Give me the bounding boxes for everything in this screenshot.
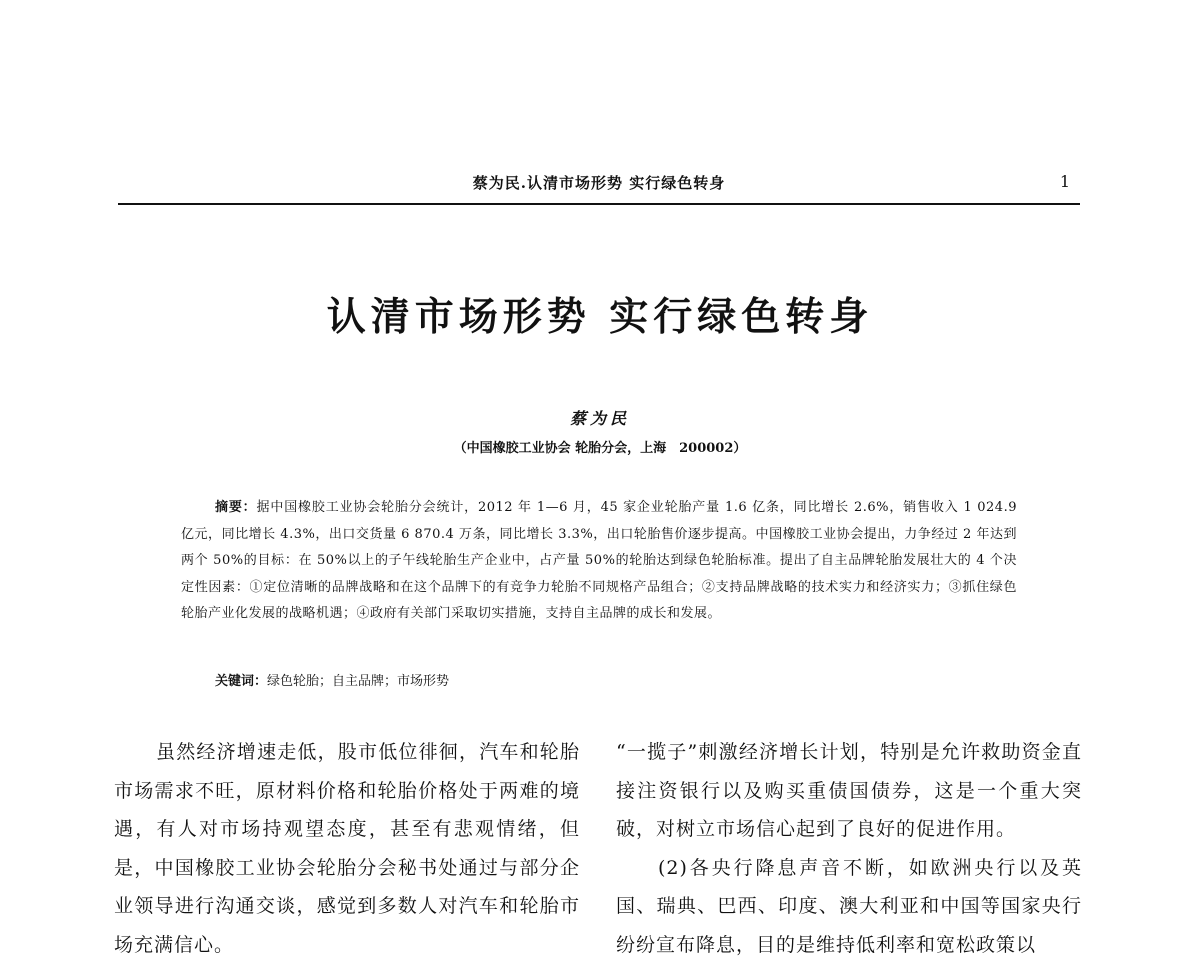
body-left-column [114, 733, 580, 964]
keywords-label: 关键词： [215, 674, 267, 689]
running-header [118, 172, 1080, 198]
abstract-label: 摘要： [215, 500, 257, 515]
keywords-text: 绿色轮胎；自主品牌；市场形势 [267, 674, 449, 689]
running-title: 蔡为民.认清市场形势 实行绿色转身 [118, 172, 1080, 193]
body-paragraph: (2)各央行降息声音不断，如欧洲央行以及英国、瑞典、巴西、印度、澳大利亚和中国等国家央行纷纷宣布降息，目的是维持低利率和宽松政策以 [616, 849, 1082, 964]
author-name: 蔡为民 [0, 406, 1200, 429]
body-paragraph: “一揽子”刺激经济增长计划，特别是允许救助资金直接注资银行以及购买重债国债券，这是一个重大突破，对树立市场信心起到了良好的促进作用。 [616, 733, 1082, 849]
body-paragraph: 虽然经济增速走低，股市低位徘徊，汽车和轮胎市场需求不旺，原材料价格和轮胎价格处于两难的境遇，有人对市场持观望态度，甚至有悲观情绪，但是，中国橡胶工业协会轮胎分会秘书处通过与部分企业领导进行沟通交谈，感觉到多数人对汽车和轮胎市场充满信心。 [114, 733, 580, 964]
abstract-text: 据中国橡胶工业协会轮胎分会统计，2012 年 1—6 月，45 家企业轮胎产量 1.6 亿条，同比增长 2.6%，销售收入 1 024.9 亿元，同比增长 4.3%，出口交货量 6 870.4 万条，同比增长 3.3%，出口轮胎售价逐步提高。中国橡胶工业协会提出，力争经过 2 年达到两个 50%的目标：在 50%以上的子午线轮胎生产企业中，占产量 50%的轮胎达到绿色轮胎标准。提出了自主品牌轮胎发展壮大的 4 个决定性因素：①定位清晰的品牌战略和在这个品牌下的有竞争力轮胎不同规格产品组合；②支持品牌战略的技术实力和经济实力；③抓住绿色轮胎产业化发展的战略机遇；④政府有关部门采取切实措施，支持自主品牌的成长和发展。 [181, 500, 1017, 621]
article-title: 认清市场形势 实行绿色转身 [0, 286, 1200, 342]
body-right-column [616, 733, 1082, 964]
author-affiliation: （中国橡胶工业协会 轮胎分会，上海 200002） [0, 437, 1200, 456]
keywords [215, 669, 1015, 695]
abstract [181, 495, 1017, 628]
header-divider [118, 203, 1080, 205]
page-number: 1 [1060, 172, 1070, 191]
